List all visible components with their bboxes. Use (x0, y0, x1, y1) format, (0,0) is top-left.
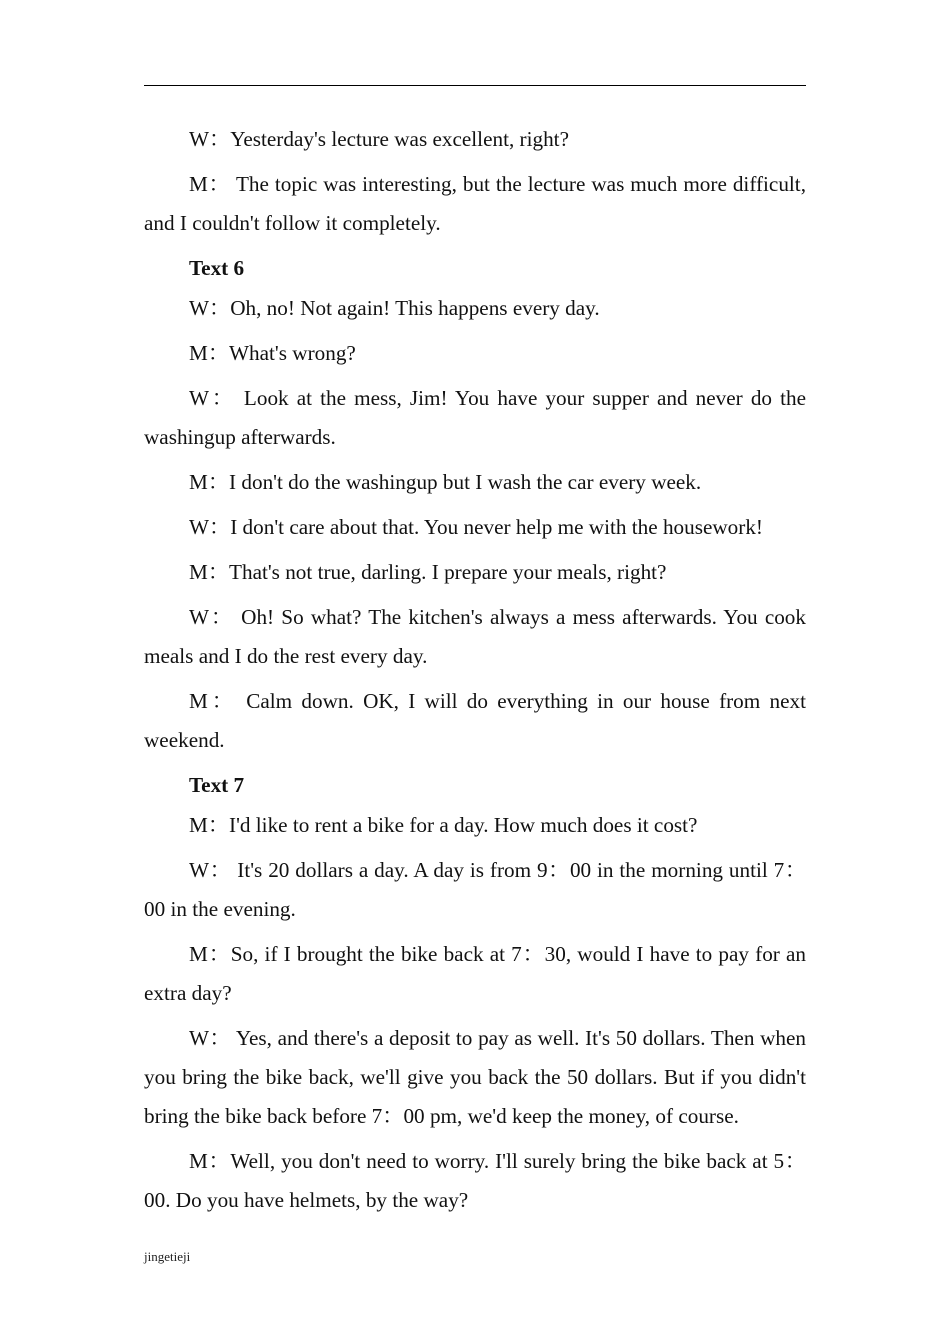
dialogue-text: Oh, no! Not again! This happens every day. (230, 296, 600, 320)
dialogue-text: Calm down. OK, I will do everything in our house from next weekend. (144, 689, 807, 752)
speaker-label: M： (189, 172, 231, 196)
speaker-label: M： (189, 470, 230, 494)
section-heading: Text 6 (189, 256, 245, 280)
dialogue-text: Look at the mess, Jim! You have your supper and never do the washingup afterwards. (144, 386, 807, 449)
speaker-label: M： (189, 813, 230, 837)
dialogue-line (144, 935, 806, 1013)
speaker-label: M： (189, 560, 230, 584)
speaker-label: M： (189, 689, 237, 713)
dialogue-line (144, 851, 806, 929)
speaker-label: W： (189, 127, 231, 151)
speaker-label: W： (189, 515, 231, 539)
speaker-label: W： (189, 605, 234, 629)
dialogue-line (144, 553, 806, 592)
dialogue-line (144, 334, 806, 373)
section-heading: Text 7 (189, 773, 245, 797)
dialogue-text: Yesterday's lecture was excellent, right? (230, 127, 569, 151)
dialogue-text: I don't do the washingup but I wash the car every week. (229, 470, 702, 494)
dialogue-line (144, 1019, 806, 1136)
dialogue-line (144, 1142, 806, 1220)
dialogue-line (144, 463, 806, 502)
dialogue-text: Yes, and there's a deposit to pay as well. It's 50 dollars. Then when you bring the bike back, we'll give you back the 50 dollars. But if you didn't bring the bike back before 7：00 pm, we'd keep the money, of course. (144, 1026, 806, 1128)
dialogue-line (144, 120, 806, 159)
dialogue-text: I'd like to rent a bike for a day. How much does it cost? (229, 813, 698, 837)
dialogue-text: Oh! So what? The kitchen's always a mess afterwards. You cook meals and I do the rest every day. (144, 605, 806, 668)
dialogue-text: So, if I brought the bike back at 7：30, would I have to pay for an extra day? (144, 942, 806, 1005)
footer-text: jingetieji (144, 1249, 191, 1264)
dialogue-text: It's 20 dollars a day. A day is from 9：00 in the morning until 7：00 in the evening. (144, 858, 807, 921)
dialogue-line (144, 598, 806, 676)
dialogue-text: Well, you don't need to worry. I'll surely bring the bike back at 5：00. Do you have helmets, by the way? (144, 1149, 806, 1212)
dialogue-text: That's not true, darling. I prepare your meals, right? (229, 560, 667, 584)
speaker-label: W： (189, 1026, 231, 1050)
speaker-label: W： (189, 296, 231, 320)
dialogue-line (144, 165, 806, 243)
dialogue-text: What's wrong? (229, 341, 356, 365)
speaker-label: M： (189, 341, 230, 365)
header-rule (144, 85, 806, 86)
dialogue-line (144, 508, 806, 547)
speaker-label: M： (189, 1149, 231, 1173)
speaker-label: M： (189, 942, 231, 966)
dialogue-text: The topic was interesting, but the lecture was much more difficult, and I couldn't follow it completely. (144, 172, 806, 235)
dialogue-line (144, 806, 806, 845)
speaker-label: W： (189, 858, 232, 882)
transcript-body (144, 120, 806, 1226)
dialogue-line (144, 289, 806, 328)
dialogue-line (144, 682, 806, 760)
dialogue-line (144, 379, 806, 457)
speaker-label: W： (189, 386, 236, 410)
dialogue-text: I don't care about that. You never help me with the housework! (230, 515, 763, 539)
